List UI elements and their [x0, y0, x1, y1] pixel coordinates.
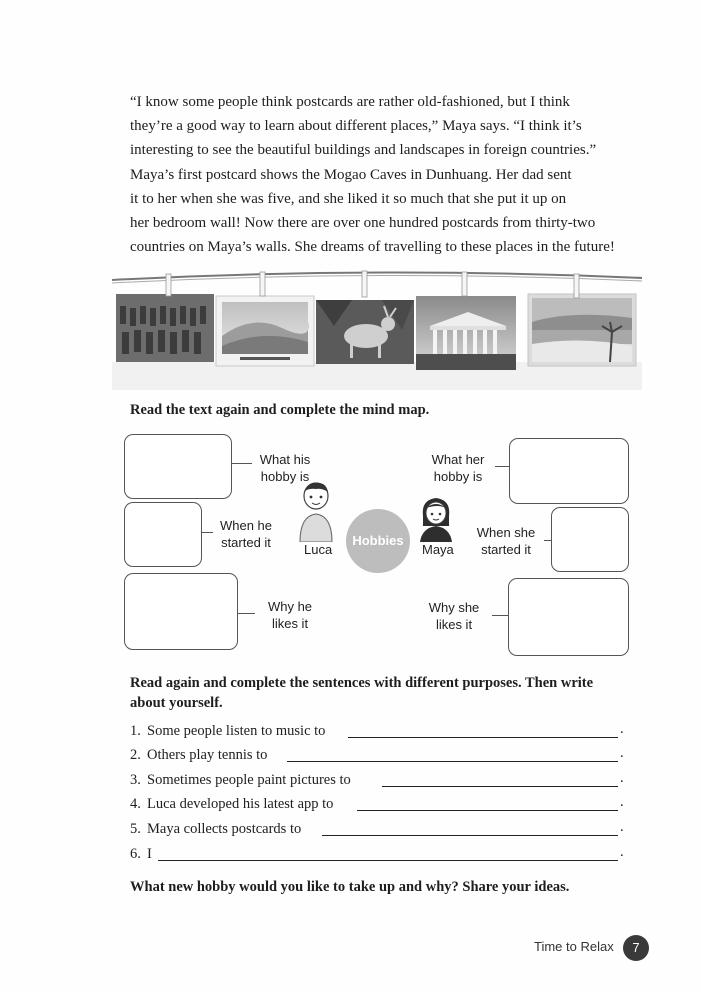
label-when-she-started: When she started it [476, 525, 536, 557]
paragraph-2-line: countries on Maya’s walls. She dreams of travelling to these places in the future! [130, 239, 615, 255]
sentence-4 [130, 794, 625, 814]
sentence-number: 6. [130, 846, 141, 862]
sentence-text: Some people listen to music to [147, 723, 326, 739]
paragraph-2-line: it to her when she was five, and she liked it so much that she put it up on [130, 191, 567, 207]
postcard-greek-temple [416, 296, 516, 370]
paragraph-1-line: they’re a good way to learn about different places,” Maya says. “I think it’s [130, 118, 582, 134]
sentence-text: Maya collects postcards to [147, 821, 302, 837]
connector-line [492, 615, 508, 616]
label-why-she-likes: Why she likes it [428, 600, 480, 632]
connector-line [237, 613, 255, 614]
label-what-his-hobby: What his hobby is [259, 452, 311, 484]
mindmap-heading: Read the text again and complete the mind map. [130, 402, 430, 418]
label-why-he-likes: Why he likes it [267, 599, 313, 631]
maya-avatar-icon [416, 494, 456, 542]
mindmap-box-luca-why[interactable] [124, 573, 238, 650]
sentence-2 [130, 745, 625, 765]
sentence-1 [130, 721, 625, 741]
sentence-number: 1. [130, 723, 141, 739]
sentence-5-blank[interactable] [322, 835, 618, 836]
sentence-1-blank[interactable] [348, 737, 618, 738]
postcard-cave-mural [316, 300, 414, 364]
paragraph-2 [130, 163, 630, 259]
mindmap-box-luca-when[interactable] [124, 502, 202, 567]
paragraph-2-line: Maya’s first postcard shows the Mogao Caves in Dunhuang. Her dad sent [130, 167, 572, 183]
label-what-her-hobby: What her hobby is [431, 452, 485, 484]
connector-line [495, 466, 509, 467]
sentences-heading [130, 673, 630, 713]
maya-name-label: Maya [422, 542, 454, 557]
sentence-2-blank[interactable] [287, 761, 618, 762]
sentence-text: Sometimes people paint pictures to [147, 772, 351, 788]
page-number-badge: 7 [623, 935, 649, 961]
paragraph-1-line: “I know some people think postcards are rather old-fashioned, but I think [130, 94, 570, 110]
sentence-5 [130, 819, 625, 839]
sentence-text: I [147, 846, 152, 862]
sentences-heading-line: about yourself. [130, 695, 223, 711]
postcard-terracotta-army [116, 294, 214, 362]
paragraph-2-line: her bedroom wall! Now there are over one hundred postcards from thirty-two [130, 215, 596, 231]
hobbies-hub-label: Hobbies [352, 533, 404, 548]
mindmap-box-maya-why[interactable] [508, 578, 629, 656]
final-discussion-question: What new hobby would you like to take up and why? Share your ideas. [130, 879, 570, 895]
sentence-text: Others play tennis to [147, 747, 268, 763]
paragraph-1-line: interesting to see the beautiful buildings and landscapes in foreign countries.” [130, 142, 597, 158]
footer-section-title: Time to Relax [534, 939, 614, 954]
mindmap-box-maya-when[interactable] [551, 507, 629, 572]
sentence-number: 5. [130, 821, 141, 837]
mindmap-box-luca-hobby[interactable] [124, 434, 232, 499]
sentence-number: 2. [130, 747, 141, 763]
sentence-6-blank[interactable] [158, 860, 618, 861]
sentence-number: 4. [130, 796, 141, 812]
postcard-desert-dunes [216, 296, 314, 366]
sentence-6 [130, 844, 625, 864]
sentence-3 [130, 770, 625, 790]
sentence-text: Luca developed his latest app to [147, 796, 334, 812]
sentence-4-blank[interactable] [357, 810, 618, 811]
sentence-number: 3. [130, 772, 141, 788]
label-when-he-started: When he started it [219, 518, 273, 550]
postcard-coastline [528, 294, 636, 366]
postcard-clothesline-illustration [112, 266, 642, 390]
luca-avatar-icon [296, 480, 336, 542]
paragraph-1 [130, 90, 630, 162]
luca-name-label: Luca [304, 542, 333, 557]
sentence-3-blank[interactable] [382, 786, 618, 787]
sentences-heading-line: Read again and complete the sentences with different purposes. Then write [130, 675, 594, 691]
mindmap-box-maya-hobby[interactable] [509, 438, 629, 504]
